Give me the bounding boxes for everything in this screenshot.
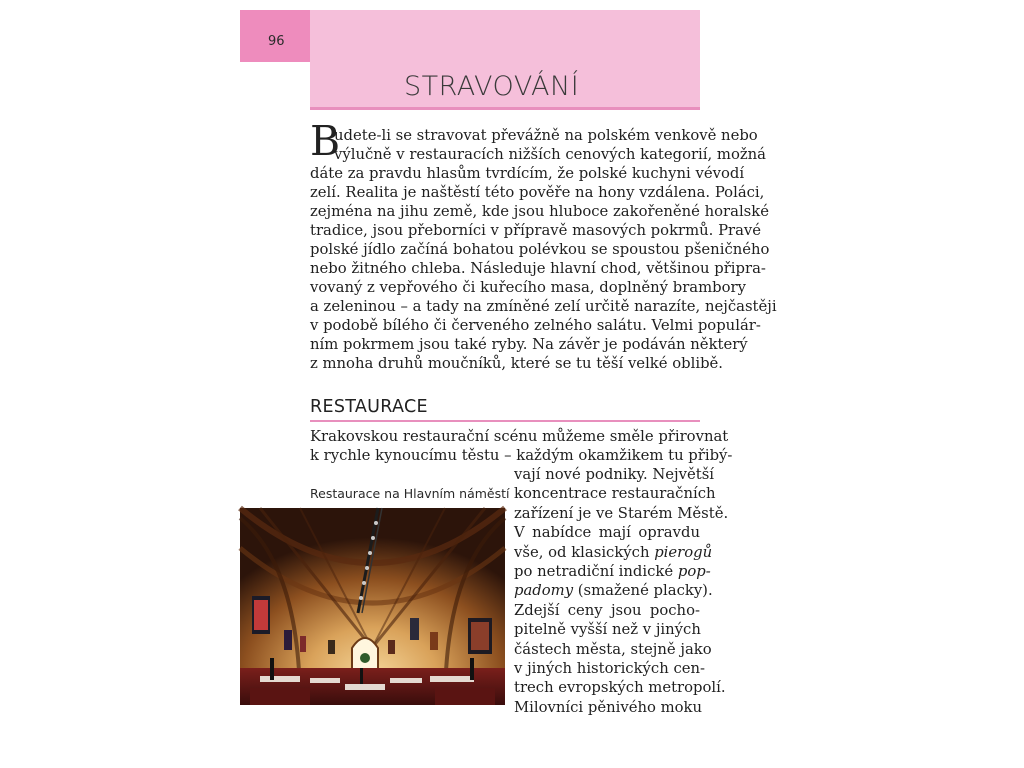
restaurace-line: V nabídce mají opravdu <box>514 524 700 542</box>
section-title: RESTAURACE <box>310 397 428 417</box>
restaurace-italic-term: pop- <box>677 562 711 580</box>
restaurace-italic-term: pierogů <box>654 543 713 561</box>
intro-line: ním pokrmem jsou také ryby. Na závěr je podáván některý <box>310 336 748 353</box>
drop-cap: B <box>310 117 341 165</box>
restaurace-line <box>514 581 713 600</box>
intro-line: vovaný z vepřového či kuřecího masa, doplněný brambory <box>310 279 746 296</box>
intro-paragraph <box>310 126 777 373</box>
restaurace-line <box>514 543 713 562</box>
restaurace-line: vají nové podniky. Největší <box>514 466 715 483</box>
restaurace-line: pitelně vyšší než v jiných <box>514 621 701 639</box>
intro-line: nebo žitného chleba. Následuje hlavní chod, většinou připra- <box>310 260 766 277</box>
restaurant-photo <box>240 508 505 705</box>
restaurace-line: Milovníci pěnivého moku <box>514 698 703 716</box>
restaurace-line: částech města, stejně jako <box>514 640 712 658</box>
photo-caption: Restaurace na Hlavním náměstí <box>310 486 510 501</box>
intro-line: zelí. Realita je naštěstí této pověře na hony vzdálena. Poláci, <box>310 184 765 201</box>
restaurace-line: zařízení je ve Starém Městě. <box>514 504 729 522</box>
intro-line: z mnoha druhů moučníků, které se tu těší velké oblibě. <box>310 355 724 372</box>
intro-line: tradice, jsou přeborníci v přípravě masových pokrmů. Pravé <box>310 222 762 239</box>
intro-line: udete-li se stravovat převážně na polském venkově nebo <box>334 127 758 144</box>
restaurace-line: Krakovskou restaurační scénu můžeme směle přirovnat <box>310 428 729 445</box>
chapter-title: STRAVOVÁNÍ <box>404 71 580 102</box>
restaurace-line: v jiných historických cen- <box>514 659 706 677</box>
intro-line: polské jídlo začíná bohatou polévkou se spoustou pšeničného <box>310 241 770 258</box>
restaurace-paragraph-top <box>310 427 733 465</box>
intro-line: výlučně v restauracích nižších cenových kategorií, možná <box>334 146 767 163</box>
restaurace-text: po netradiční indické <box>514 562 678 580</box>
intro-line: zejména na jihu země, kde jsou hluboce zakořeněné horalské <box>310 203 769 220</box>
section-heading-restaurace <box>310 396 700 422</box>
restaurant-interior-illustration <box>240 508 505 705</box>
restaurace-line: k rychle kynoucímu těstu – každým okamžikem tu přibý- <box>310 447 733 464</box>
restaurace-text: vše, od klasických <box>514 543 655 561</box>
intro-line: a zeleninou – a tady na zmíněné zelí určitě narazíte, nejčastěji <box>310 298 777 315</box>
page-number: 96 <box>268 34 285 49</box>
restaurace-text: (smažené placky). <box>573 582 713 600</box>
restaurace-line: koncentrace restauračních <box>514 485 716 503</box>
restaurace-line: trech evropských metropolí. <box>514 679 726 697</box>
restaurace-paragraph-column <box>514 465 729 717</box>
restaurace-line: Zdejší ceny jsou pocho- <box>514 601 700 619</box>
intro-line: dáte za pravdu hlasům tvrdícím, že polské kuchyni vévodí <box>310 165 745 182</box>
restaurace-line <box>514 562 711 581</box>
intro-line: v podobě bílého či červeného zelného salátu. Velmi populár- <box>310 317 761 334</box>
restaurace-italic-term: padomy <box>514 582 574 600</box>
